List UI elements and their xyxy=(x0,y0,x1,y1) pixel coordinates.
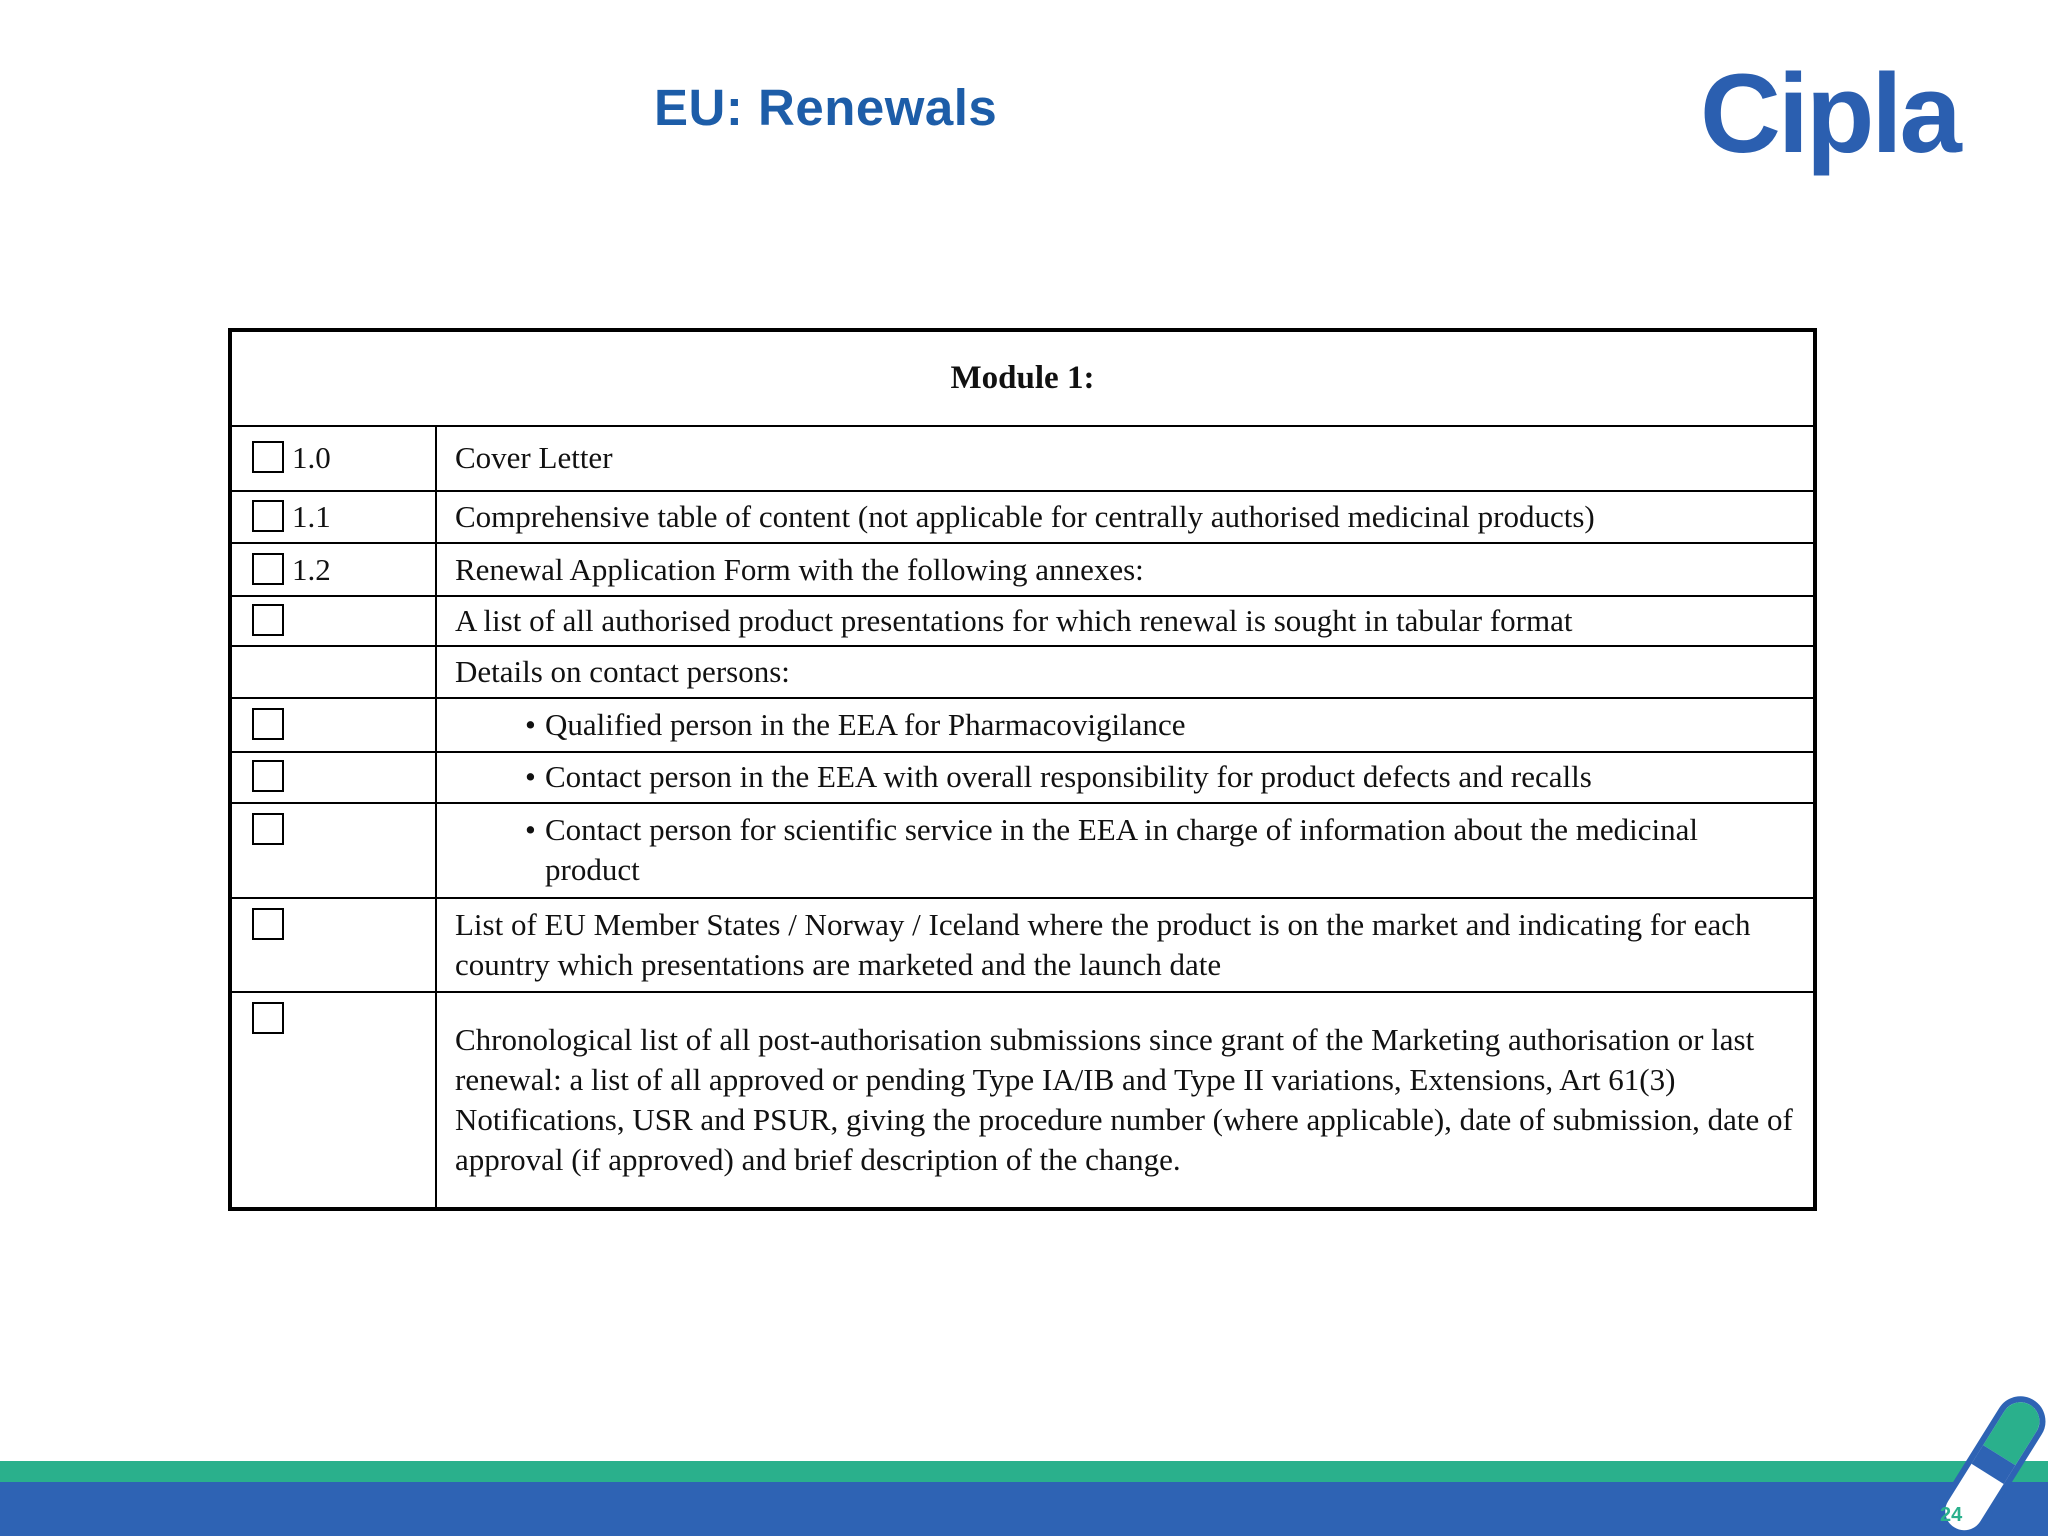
table-row xyxy=(230,898,1815,993)
capsule-icon xyxy=(1915,1382,2048,1536)
item-number-cell xyxy=(230,426,436,491)
item-number-cell xyxy=(230,898,436,993)
item-text: A list of all authorised product presentations for which renewal is sought in tabular format xyxy=(436,596,1815,646)
item-number-cell xyxy=(230,491,436,543)
table-row xyxy=(230,992,1815,1209)
item-number: 1.0 xyxy=(292,440,331,476)
table-row xyxy=(230,596,1815,646)
item-text: Contact person in the EEA with overall responsibility for product defects and recalls xyxy=(545,759,1592,795)
checkbox[interactable] xyxy=(252,500,284,532)
item-text: Chronological list of all post-authorisation submissions since grant of the Marketing authorisation or last renewal: a list of all approved or pending Type IA/IB and Type II variations, Extensions, Art 61(3) Notifications, USR and PSUR, giving the procedure number (where applicable), date of submission, date of approval (if approved) and brief description of the change. xyxy=(436,992,1815,1209)
checkbox[interactable] xyxy=(252,813,284,845)
page-number: 24 xyxy=(1940,1504,1963,1526)
item-text: Renewal Application Form with the following annexes: xyxy=(436,543,1815,595)
item-number-cell xyxy=(230,596,436,646)
item-text: Qualified person in the EEA for Pharmacovigilance xyxy=(545,707,1186,743)
item-number-cell xyxy=(230,752,436,803)
cipla-logo: Cipla xyxy=(1700,51,1959,176)
bullet-item xyxy=(436,803,1815,898)
table-row xyxy=(230,426,1815,491)
item-text: Contact person for scientific service in the EEA in charge of information about the medicinal product xyxy=(545,812,1698,888)
footer-blue-band xyxy=(0,1482,2048,1536)
checkbox[interactable] xyxy=(252,908,284,940)
table-header-row xyxy=(230,330,1815,426)
table-row xyxy=(230,698,1815,751)
bullet: • xyxy=(525,707,536,743)
item-number-cell xyxy=(230,698,436,751)
checkbox[interactable] xyxy=(252,1002,284,1034)
bullet: • xyxy=(525,759,536,795)
module-1-checklist-table xyxy=(228,328,1817,1211)
table-row xyxy=(230,752,1815,803)
table-row xyxy=(230,491,1815,543)
item-number-cell xyxy=(230,992,436,1209)
checkbox[interactable] xyxy=(252,760,284,792)
table-row xyxy=(230,803,1815,898)
table-row xyxy=(230,646,1815,698)
item-number: 1.2 xyxy=(292,551,331,587)
item-number-cell xyxy=(230,803,436,898)
checkbox[interactable] xyxy=(252,604,284,636)
table-row xyxy=(230,543,1815,595)
item-text: Comprehensive table of content (not applicable for centrally authorised medicinal products) xyxy=(436,491,1815,543)
item-text: Cover Letter xyxy=(436,426,1815,491)
item-number: 1.1 xyxy=(292,499,331,535)
checkbox[interactable] xyxy=(252,553,284,585)
item-text: List of EU Member States / Norway / Iceland where the product is on the market and indicating for each country which presentations are marketed and the launch date xyxy=(436,898,1815,993)
item-number-cell xyxy=(230,646,436,698)
slide-title: EU: Renewals xyxy=(654,79,998,136)
checkbox[interactable] xyxy=(252,441,284,473)
item-text: Details on contact persons: xyxy=(436,646,1815,698)
checkbox[interactable] xyxy=(252,708,284,740)
item-number-cell xyxy=(230,543,436,595)
bullet: • xyxy=(525,812,536,848)
bullet-item xyxy=(436,698,1815,751)
bullet-item xyxy=(436,752,1815,803)
footer-green-stripe xyxy=(0,1461,2048,1482)
table-header: Module 1: xyxy=(230,330,1815,426)
